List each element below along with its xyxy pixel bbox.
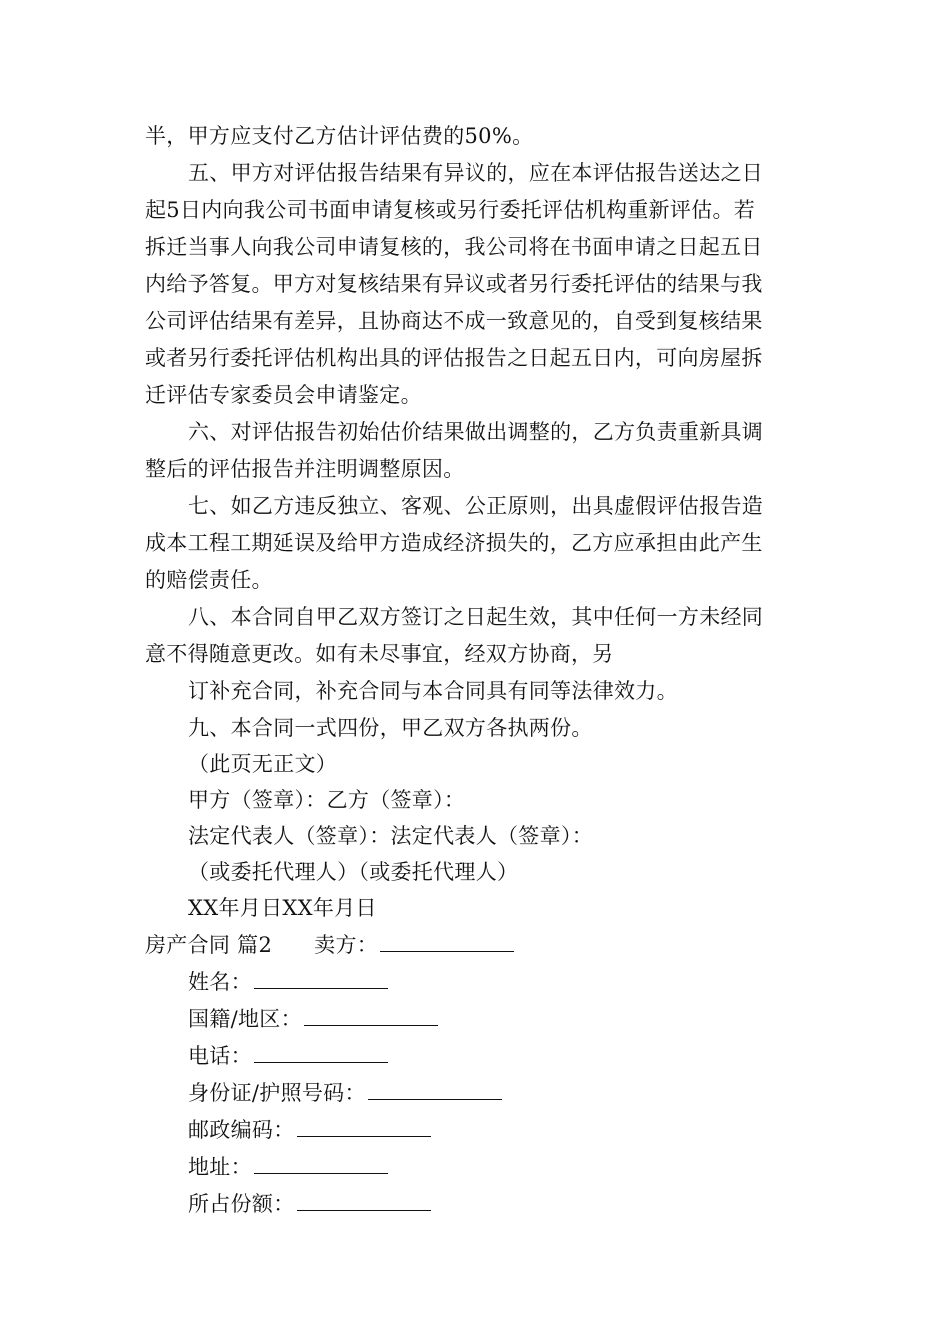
paragraph-line: 拆迁当事人向我公司申请复核的，我公司将在书面申请之日起五日 <box>145 235 763 259</box>
section-title: 房产合同 篇2 <box>145 933 273 957</box>
field-blank <box>254 1151 388 1174</box>
paragraph-line: 六、对评估报告初始估价结果做出调整的，乙方负责重新具调 <box>188 420 764 444</box>
form-field <box>188 1040 388 1071</box>
paragraph-line: 的赔偿责任。 <box>145 568 273 592</box>
paragraph-line: 订补充合同，补充合同与本合同具有同等法律效力。 <box>188 679 678 703</box>
paragraph-line: 内给予答复。甲方对复核结果有异议或者另行委托评估的结果与我 <box>145 272 763 296</box>
signature-dates: XX年月日XX年月日 <box>188 896 377 920</box>
field-blank <box>368 1077 502 1100</box>
signature-agents: （或委托代理人）（或委托代理人） <box>188 860 519 884</box>
paragraph-line: 五、甲方对评估报告结果有异议的，应在本评估报告送达之日 <box>188 161 764 185</box>
signature-representatives: 法定代表人（签章）：法定代表人（签章）： <box>188 824 593 848</box>
paragraph-line: 起5日内向我公司书面申请复核或另行委托评估机构重新评估。若 <box>145 198 756 222</box>
form-field <box>188 1114 431 1145</box>
field-blank <box>297 1188 431 1211</box>
paragraph-line: 九、本合同一式四份，甲乙双方各执两份。 <box>188 716 593 740</box>
field-label: 身份证/护照号码： <box>188 1081 366 1105</box>
section-heading-row <box>145 929 514 960</box>
field-label: 国籍/地区： <box>188 1007 302 1031</box>
form-field <box>188 1188 431 1219</box>
no-body-note: （此页无正文） <box>188 752 338 776</box>
form-field <box>188 1003 438 1034</box>
paragraph-line: 公司评估结果有差异，且协商达不成一致意见的，自受到复核结果 <box>145 309 763 333</box>
field-blank <box>254 1040 388 1063</box>
field-blank <box>297 1114 431 1137</box>
field-label: 姓名： <box>188 970 252 994</box>
form-field <box>188 966 388 997</box>
paragraph-line: 或者另行委托评估机构出具的评估报告之日起五日内，可向房屋拆 <box>145 346 763 370</box>
paragraph-line: 八、本合同自甲乙双方签订之日起生效，其中任何一方未经同 <box>188 605 764 629</box>
field-blank <box>304 1003 438 1026</box>
field-blank <box>254 966 388 989</box>
signature-parties: 甲方（签章）：乙方（签章）： <box>188 788 466 812</box>
paragraph-line: 整后的评估报告并注明调整原因。 <box>145 457 465 481</box>
form-field <box>188 1077 502 1108</box>
field-label: 电话： <box>188 1044 252 1068</box>
paragraph-line: 意不得随意更改。如有未尽事宜，经双方协商，另 <box>145 642 614 666</box>
field-label: 所占份额： <box>188 1192 295 1216</box>
paragraph-line: 成本工程工期延误及给甲方造成经济损失的，乙方应承担由此产生 <box>145 531 763 555</box>
paragraph-line: 迁评估专家委员会申请鉴定。 <box>145 383 422 407</box>
field-label: 邮政编码： <box>188 1118 295 1142</box>
seller-label: 卖方： <box>314 933 379 957</box>
paragraph-line: 半，甲方应支付乙方估计评估费的50%。 <box>145 124 534 148</box>
paragraph-line: 七、如乙方违反独立、客观、公正原则，出具虚假评估报告造 <box>188 494 764 518</box>
form-field <box>188 1151 388 1182</box>
field-label: 地址： <box>188 1155 252 1179</box>
seller-blank <box>380 929 514 952</box>
